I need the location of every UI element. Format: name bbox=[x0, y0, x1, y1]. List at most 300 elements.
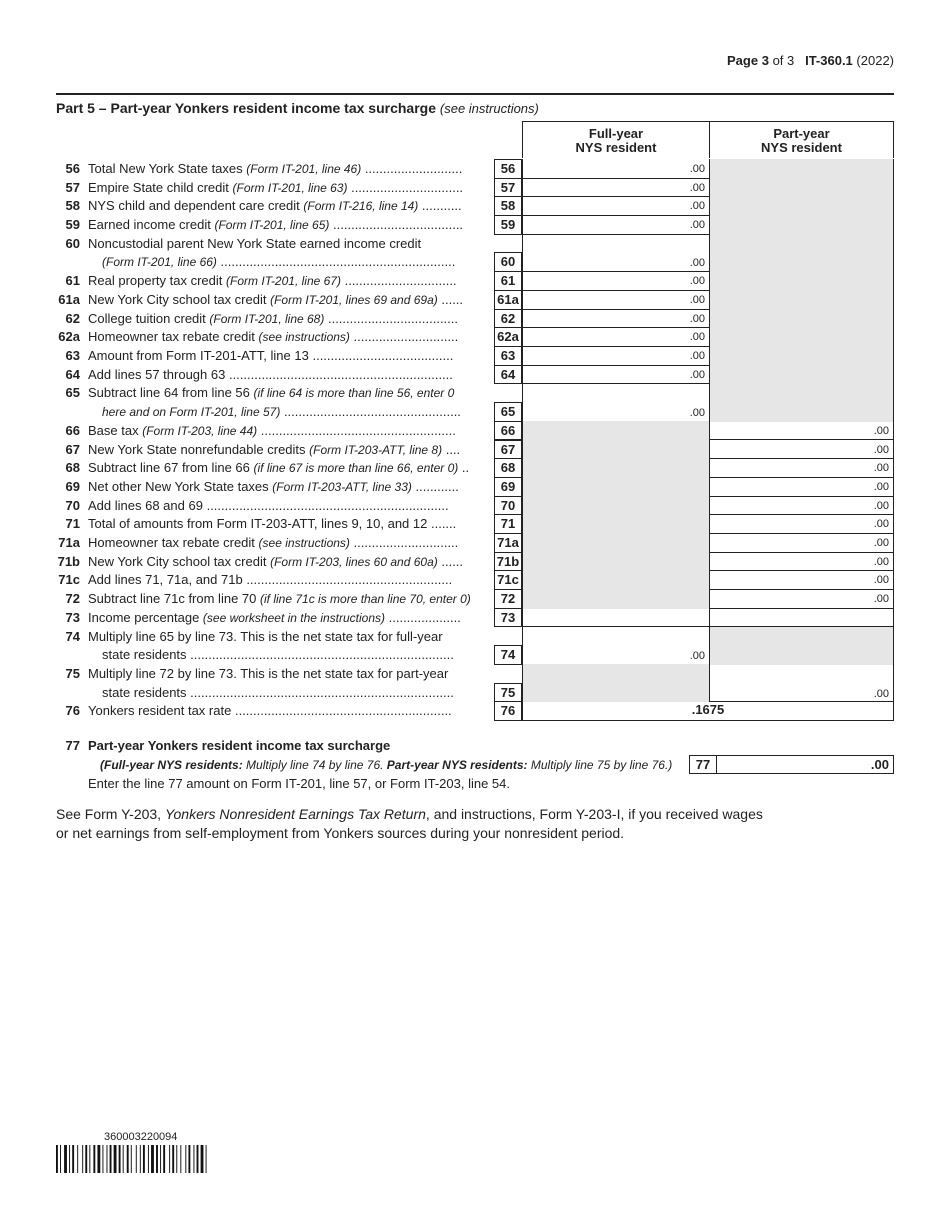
line-box: 76 bbox=[494, 701, 522, 721]
line-desc-note: (Form IT-216, line 14) bbox=[303, 199, 419, 214]
amount-value: .00 bbox=[689, 163, 705, 175]
barcode-bar bbox=[156, 1145, 158, 1173]
amount-value: .00 bbox=[689, 275, 705, 288]
line-number: 61 bbox=[65, 273, 80, 289]
line-number: 60 bbox=[65, 235, 80, 251]
amount-value: .00 bbox=[689, 181, 705, 194]
line-number: 64 bbox=[65, 366, 80, 382]
line-66 bbox=[0, 421, 950, 440]
barcode-bar bbox=[163, 1145, 165, 1173]
line-desc-text: College tuition credit bbox=[88, 310, 206, 326]
shaded-cell bbox=[709, 346, 894, 366]
line-68 bbox=[0, 458, 950, 477]
part-year-amount-field[interactable] bbox=[709, 589, 894, 609]
line-77-inst-b: Multiply line 75 by line 76.) bbox=[527, 758, 673, 772]
line-70 bbox=[0, 496, 950, 515]
col-head-full-year-line1: Full-year bbox=[588, 126, 644, 141]
barcode-bar bbox=[114, 1145, 117, 1173]
line-desc-text: Net other New York State taxes bbox=[88, 478, 269, 494]
page-number: 3 bbox=[761, 53, 769, 68]
leader-dots: .. bbox=[458, 460, 470, 476]
line-71c bbox=[0, 570, 950, 589]
line-desc-text: Total New York State taxes bbox=[88, 161, 243, 176]
barcode-bar bbox=[119, 1145, 121, 1173]
line-desc-note: (if line 64 is more than line 56, enter 0 bbox=[253, 386, 455, 401]
line-box: 71c bbox=[494, 570, 522, 590]
line-number: 67 bbox=[65, 441, 80, 457]
line-desc-note: (see instructions) bbox=[258, 330, 350, 345]
line-description bbox=[88, 385, 488, 400]
line-desc-note: (Form IT-201, line 46) bbox=[246, 162, 362, 176]
barcode-bar bbox=[127, 1145, 129, 1173]
part-year-amount-field[interactable] bbox=[709, 421, 894, 441]
line-box: 58 bbox=[494, 196, 522, 216]
barcode-bar bbox=[197, 1145, 199, 1173]
amount-value: .00 bbox=[873, 593, 889, 606]
barcode-image bbox=[56, 1145, 238, 1173]
leader-dots: ......................................................................... bbox=[186, 684, 454, 700]
shaded-cell bbox=[522, 664, 709, 702]
barcode-bar bbox=[151, 1145, 154, 1173]
leader-dots: ................................................. bbox=[280, 404, 461, 420]
amount-value: .00 bbox=[689, 331, 705, 344]
barcode-bar bbox=[188, 1145, 190, 1173]
line-desc-text: Base tax bbox=[88, 422, 139, 438]
yonkers-nonresident-note bbox=[56, 805, 856, 843]
line-box: 60 bbox=[494, 252, 522, 272]
note-part-c: or net earnings from self-employment from Yonkers sources during your nonresident period. bbox=[56, 825, 625, 841]
leader-dots: .... bbox=[442, 441, 461, 457]
barcode-bar bbox=[56, 1145, 58, 1173]
barcode-bar bbox=[185, 1145, 186, 1173]
amount-value: .00 bbox=[873, 518, 889, 531]
barcode-bar bbox=[193, 1145, 194, 1173]
line-desc-text: Real property tax credit bbox=[88, 273, 223, 289]
line-62 bbox=[0, 309, 950, 328]
shaded-cell bbox=[709, 234, 894, 272]
line-number: 59 bbox=[65, 217, 80, 233]
amount-value: .00 bbox=[689, 200, 705, 213]
shaded-cell bbox=[522, 477, 709, 497]
line-number: 74 bbox=[65, 628, 80, 644]
part-year-amount-field[interactable] bbox=[709, 458, 894, 478]
barcode-bar bbox=[60, 1145, 61, 1173]
col-head-full-year-line2: NYS resident bbox=[575, 140, 657, 155]
line-box: 67 bbox=[494, 440, 522, 460]
amount-value: .00 bbox=[873, 462, 889, 475]
line-description bbox=[88, 442, 488, 457]
line-77-amount: .00 bbox=[870, 757, 889, 772]
line-67 bbox=[0, 440, 950, 459]
col-head-part-year-line1: Part-year bbox=[773, 126, 830, 141]
line-number: 71a bbox=[58, 535, 80, 550]
barcode-bar bbox=[77, 1145, 78, 1173]
line-description bbox=[88, 367, 488, 382]
leader-dots: ........... bbox=[418, 198, 462, 214]
leader-dots: ................................................................. bbox=[216, 254, 456, 270]
line-number: 62 bbox=[65, 310, 80, 326]
amount-value: .00 bbox=[873, 424, 889, 437]
line-63 bbox=[0, 346, 950, 365]
amount-value: .00 bbox=[873, 537, 889, 549]
part-year-amount-field[interactable] bbox=[709, 533, 894, 553]
line-description bbox=[88, 572, 488, 587]
barcode-bar bbox=[82, 1145, 83, 1173]
line-77-box: 77 bbox=[689, 755, 717, 774]
line-desc-text: New York City school tax credit bbox=[88, 553, 267, 569]
part5-title-note: (see instructions) bbox=[439, 101, 539, 116]
leader-dots: ......................................................... bbox=[246, 572, 453, 588]
part-year-amount-field[interactable] bbox=[709, 608, 894, 628]
line-box: 62 bbox=[494, 309, 522, 329]
line-number: 63 bbox=[65, 348, 80, 363]
shaded-cell bbox=[522, 589, 709, 609]
full-year-amount-field[interactable] bbox=[522, 346, 709, 366]
line-box: 71 bbox=[494, 514, 522, 534]
shaded-cell bbox=[709, 196, 894, 216]
full-year-amount-field[interactable] bbox=[522, 608, 709, 628]
line-71a bbox=[0, 533, 950, 552]
line-box: 75 bbox=[494, 683, 522, 703]
line-box: 61a bbox=[494, 290, 522, 310]
full-year-amount-field[interactable] bbox=[522, 196, 709, 216]
line-box: 70 bbox=[494, 496, 522, 516]
amount-value: .00 bbox=[689, 350, 705, 362]
line-desc-note: (Form IT-203-ATT, line 8) bbox=[309, 442, 443, 457]
leader-dots: ...................................................... bbox=[257, 422, 456, 438]
barcode-bar bbox=[64, 1145, 67, 1173]
line-desc-text: Subtract line 64 from line 56 bbox=[88, 385, 250, 401]
col-head-part-year-line2: NYS resident bbox=[761, 140, 842, 155]
line-box: 65 bbox=[494, 402, 522, 422]
line-desc-note: (see instructions) bbox=[258, 536, 350, 550]
line-desc-note: (if line 67 is more than line 66, enter 0) bbox=[253, 461, 459, 476]
amount-value: .00 bbox=[873, 499, 889, 512]
line-69 bbox=[0, 477, 950, 496]
form-id: IT-360.1 bbox=[805, 53, 853, 68]
line-description bbox=[88, 423, 488, 438]
full-year-amount-field[interactable] bbox=[522, 627, 709, 665]
barcode-number: 360003220094 bbox=[104, 1131, 178, 1143]
full-year-amount-field[interactable] bbox=[522, 290, 709, 310]
amount-value: .00 bbox=[689, 312, 705, 325]
line-box: 64 bbox=[494, 365, 522, 385]
leader-dots: .................... bbox=[385, 609, 461, 625]
line-box: 62a bbox=[494, 327, 522, 347]
shaded-cell bbox=[522, 552, 709, 572]
line-desc-text: Add lines 71, 71a, and 71b bbox=[88, 572, 243, 588]
line-71 bbox=[0, 514, 950, 533]
line-description bbox=[88, 217, 488, 232]
line-73 bbox=[0, 608, 950, 627]
line-61 bbox=[0, 271, 950, 290]
line-desc-text: Homeowner tax rebate credit bbox=[88, 535, 255, 550]
shaded-cell bbox=[709, 178, 894, 198]
line-description bbox=[88, 516, 488, 531]
line-number: 71 bbox=[65, 516, 80, 532]
full-year-amount-field[interactable] bbox=[522, 271, 709, 291]
full-year-amount-field[interactable] bbox=[522, 383, 709, 421]
line-desc-text: NYS child and dependent care credit bbox=[88, 198, 300, 214]
part-year-amount-field[interactable] bbox=[709, 477, 894, 497]
line-77-title: Part-year Yonkers resident income tax surcharge bbox=[88, 738, 391, 753]
line-box: 74 bbox=[494, 645, 522, 665]
line-box: 69 bbox=[494, 477, 522, 497]
part5-title-text: Part 5 – Part-year Yonkers resident income tax surcharge bbox=[56, 100, 436, 116]
line-number: 73 bbox=[65, 609, 80, 625]
shaded-cell bbox=[522, 421, 709, 441]
line-box: 71a bbox=[494, 533, 522, 553]
line-description-cont bbox=[102, 404, 488, 419]
form-year: (2022) bbox=[856, 53, 894, 68]
shaded-cell bbox=[522, 533, 709, 553]
note-part-b: , and instructions, Form Y-203-I, if you received wages bbox=[425, 806, 763, 822]
barcode-bar bbox=[148, 1145, 149, 1173]
line-77-enter-note: Enter the line 77 amount on Form IT-201, line 57, or Form IT-203, line 54. bbox=[88, 776, 510, 791]
line-desc-text: Total of amounts from Form IT-203-ATT, lines 9, 10, and 12 bbox=[88, 516, 428, 532]
leader-dots: ............................. bbox=[349, 535, 459, 550]
line-desc-note: (see worksheet in the instructions) bbox=[202, 610, 386, 625]
note-part-a: See Form Y-203, bbox=[56, 806, 165, 822]
line-description bbox=[88, 535, 488, 550]
shaded-cell bbox=[522, 458, 709, 478]
line-number: 68 bbox=[65, 460, 80, 476]
amount-value: .00 bbox=[689, 407, 705, 420]
line-61a bbox=[0, 290, 950, 309]
line-number: 70 bbox=[65, 497, 80, 513]
line-desc-text: Empire State child credit bbox=[88, 179, 229, 195]
full-year-amount-field[interactable] bbox=[522, 178, 709, 198]
amount-value: .00 bbox=[689, 650, 705, 663]
line-71b bbox=[0, 552, 950, 571]
line-77-inst-b-bold: Part-year NYS residents: bbox=[383, 758, 528, 772]
full-year-amount-field[interactable] bbox=[522, 701, 894, 721]
line-desc-text: Multiply line 65 by line 73. This is the net state tax for full-year bbox=[88, 628, 443, 644]
line-desc2-text: here and on Form IT-201, line 57) bbox=[102, 405, 281, 420]
leader-dots: .............................................................. bbox=[228, 366, 453, 382]
line-description bbox=[88, 236, 488, 251]
line-box: 71b bbox=[494, 552, 522, 572]
line-desc-text: Homeowner tax rebate credit bbox=[88, 329, 255, 345]
line-number: 61a bbox=[58, 291, 80, 307]
shaded-cell bbox=[709, 215, 894, 235]
line-64 bbox=[0, 365, 950, 384]
line-desc-note: (Form IT-201, line 65) bbox=[214, 218, 330, 233]
part-year-amount-field[interactable] bbox=[709, 552, 894, 572]
full-year-amount-field[interactable] bbox=[522, 159, 709, 179]
barcode-bar bbox=[131, 1145, 132, 1173]
line-number: 76 bbox=[65, 703, 80, 719]
line-description bbox=[88, 479, 488, 494]
line-box: 73 bbox=[494, 608, 522, 628]
part-year-amount-field[interactable] bbox=[709, 664, 894, 702]
barcode-bar bbox=[89, 1145, 90, 1173]
amount-value: .1675 bbox=[691, 702, 725, 718]
barcode-bar bbox=[143, 1145, 145, 1173]
barcode-bar bbox=[206, 1145, 207, 1173]
barcode-bar bbox=[72, 1145, 74, 1173]
part-year-amount-field[interactable] bbox=[709, 440, 894, 460]
line-77-amount-field[interactable] bbox=[717, 755, 894, 774]
full-year-amount-field[interactable] bbox=[522, 215, 709, 235]
part-year-amount-field[interactable] bbox=[709, 496, 894, 516]
line-box: 68 bbox=[494, 458, 522, 478]
line-60 bbox=[0, 234, 950, 271]
line-number: 62a bbox=[58, 329, 80, 345]
barcode-bar bbox=[110, 1145, 112, 1173]
line-desc-note: (Form IT-201, lines 69 and 69a) bbox=[270, 292, 438, 307]
line-56 bbox=[0, 159, 950, 178]
line-description bbox=[88, 591, 488, 606]
line-77-number: 77 bbox=[65, 738, 80, 753]
line-74 bbox=[0, 627, 950, 664]
line-desc-note: (Form IT-201, line 63) bbox=[232, 180, 348, 195]
line-75 bbox=[0, 664, 950, 701]
part-year-amount-field[interactable] bbox=[709, 570, 894, 590]
line-65 bbox=[0, 383, 950, 420]
line-desc-text: Earned income credit bbox=[88, 217, 211, 233]
line-description-cont bbox=[102, 685, 488, 700]
leader-dots: ....... bbox=[430, 516, 457, 532]
line-desc-text: Subtract line 71c from line 70 bbox=[88, 591, 257, 607]
full-year-amount-field[interactable] bbox=[522, 327, 709, 347]
barcode-bar bbox=[172, 1145, 174, 1173]
line-77-inst-a: Multiply line 74 by line 76. bbox=[242, 758, 384, 772]
shaded-cell bbox=[522, 570, 709, 590]
leader-dots: ............................................................ bbox=[234, 703, 452, 719]
line-description bbox=[88, 329, 488, 344]
line-77-instructions bbox=[100, 758, 672, 772]
line-description bbox=[88, 198, 488, 213]
barcode-bar bbox=[69, 1145, 70, 1173]
leader-dots: ......................................................................... bbox=[186, 647, 454, 663]
line-desc-text: New York State nonrefundable credits bbox=[88, 441, 306, 457]
line-desc-text: Yonkers resident tax rate bbox=[88, 703, 232, 719]
line-box: 56 bbox=[494, 159, 522, 179]
line-number: 71c bbox=[58, 572, 80, 588]
shaded-cell bbox=[522, 440, 709, 460]
amount-value: .00 bbox=[689, 293, 705, 306]
line-description bbox=[88, 554, 488, 569]
line-number: 66 bbox=[65, 422, 80, 438]
line-description bbox=[88, 460, 488, 475]
line-desc-note: (Form IT-203-ATT, line 33) bbox=[272, 479, 412, 494]
line-57 bbox=[0, 178, 950, 197]
line-description bbox=[88, 348, 488, 363]
leader-dots: ...... bbox=[437, 291, 464, 307]
barcode-bar bbox=[201, 1145, 204, 1173]
full-year-amount-field[interactable] bbox=[522, 234, 709, 272]
line-desc-text: Add lines 57 through 63 bbox=[88, 366, 226, 382]
shaded-cell bbox=[709, 309, 894, 329]
leader-dots: ............................... bbox=[340, 273, 457, 289]
line-number: 72 bbox=[65, 591, 80, 607]
full-year-amount-field[interactable] bbox=[522, 365, 709, 385]
line-desc-text: Add lines 68 and 69 bbox=[88, 497, 203, 513]
line-description bbox=[88, 180, 488, 195]
line-72 bbox=[0, 589, 950, 608]
line-number: 75 bbox=[65, 665, 80, 681]
barcode-bar bbox=[102, 1145, 103, 1173]
line-desc-text: Noncustodial parent New York State earned income credit bbox=[88, 235, 422, 251]
line-desc2-text: (Form IT-201, line 66) bbox=[102, 255, 217, 270]
shaded-cell bbox=[709, 271, 894, 291]
line-number: 71b bbox=[57, 553, 80, 569]
line-number: 65 bbox=[65, 385, 80, 401]
leader-dots: ...... bbox=[437, 553, 464, 569]
line-62a bbox=[0, 327, 950, 346]
part-year-amount-field[interactable] bbox=[709, 514, 894, 534]
leader-dots: ....................................... bbox=[312, 348, 454, 363]
line-76 bbox=[0, 701, 950, 720]
line-desc-note: (Form IT-203, lines 60 and 60a) bbox=[270, 554, 438, 569]
page-label: Page bbox=[727, 53, 759, 68]
line-desc-text: Subtract line 67 from line 66 bbox=[88, 460, 250, 476]
shaded-cell bbox=[522, 514, 709, 534]
leader-dots: ............ bbox=[411, 478, 459, 494]
line-box: 63 bbox=[494, 346, 522, 366]
line-description bbox=[88, 666, 488, 681]
line-58 bbox=[0, 196, 950, 215]
line-desc-text: Multiply line 72 by line 73. This is the net state tax for part-year bbox=[88, 665, 449, 681]
amount-value: .00 bbox=[689, 257, 705, 270]
note-italic: Yonkers Nonresident Earnings Tax Return bbox=[164, 806, 426, 822]
amount-value: .00 bbox=[873, 555, 889, 568]
line-box: 61 bbox=[494, 271, 522, 291]
leader-dots: .................................... bbox=[324, 310, 458, 326]
line-description bbox=[88, 311, 488, 326]
amount-value: .00 bbox=[873, 687, 889, 700]
shaded-cell bbox=[709, 365, 894, 385]
line-59 bbox=[0, 215, 950, 234]
amount-value: .00 bbox=[689, 219, 705, 232]
shaded-cell bbox=[522, 496, 709, 516]
line-desc-text: Income percentage bbox=[88, 609, 200, 625]
shaded-cell bbox=[709, 290, 894, 310]
shaded-cell bbox=[709, 159, 894, 179]
amount-value: .00 bbox=[873, 480, 889, 493]
line-box: 66 bbox=[494, 421, 522, 441]
shaded-cell bbox=[709, 327, 894, 347]
line-box: 57 bbox=[494, 178, 522, 198]
barcode-bar bbox=[176, 1145, 177, 1173]
shaded-cell bbox=[709, 627, 894, 665]
leader-dots: ........................... bbox=[361, 161, 463, 176]
amount-value: .00 bbox=[689, 368, 705, 381]
leader-dots: ................................................................... bbox=[206, 497, 449, 513]
line-desc-note: (Form IT-201, line 68) bbox=[209, 311, 325, 326]
full-year-amount-field[interactable] bbox=[522, 309, 709, 329]
line-description bbox=[88, 273, 488, 288]
line-desc-text: Amount from Form IT-201-ATT, line 13 bbox=[88, 348, 309, 363]
barcode-bar bbox=[97, 1145, 100, 1173]
line-box: 59 bbox=[494, 215, 522, 235]
line-number: 56 bbox=[65, 161, 80, 176]
line-desc-note: (if line 71c is more than line 70, enter 0) bbox=[260, 592, 471, 607]
line-desc2-text: state residents bbox=[102, 684, 187, 700]
line-box: 72 bbox=[494, 589, 522, 609]
line-desc2-text: state residents bbox=[102, 647, 187, 663]
line-number: 69 bbox=[65, 478, 80, 494]
line-77-inst-a-bold: (Full-year NYS residents: bbox=[100, 758, 243, 772]
leader-dots: ............................... bbox=[347, 179, 464, 195]
line-description bbox=[88, 629, 488, 644]
line-description bbox=[88, 292, 488, 307]
barcode-bar bbox=[136, 1145, 137, 1173]
leader-dots: ............................. bbox=[349, 329, 459, 345]
barcode-bar bbox=[180, 1145, 181, 1173]
page-of: of 3 bbox=[772, 53, 795, 68]
